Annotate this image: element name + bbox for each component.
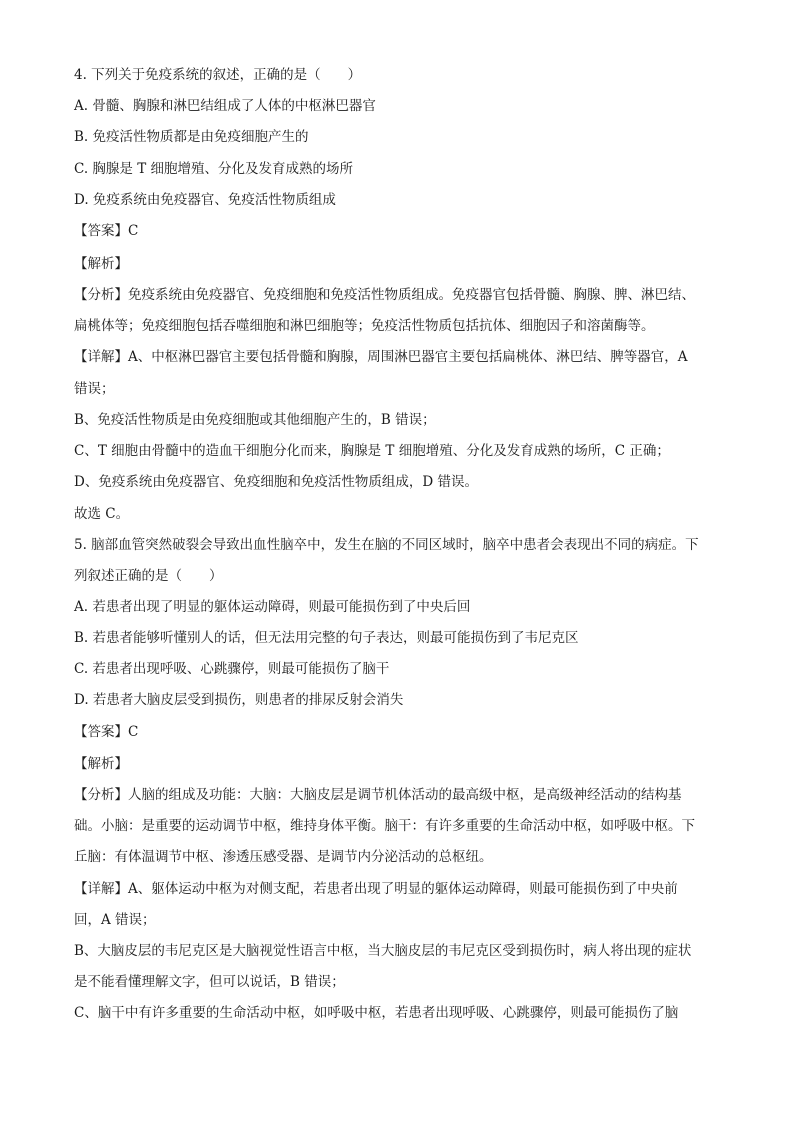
- question-4-detail-line-4: C、T 细胞由骨髓中的造血干细胞分化而来，胸腺是 T 细胞增殖、分化及发育成熟的场所，C 正确；: [74, 443, 670, 459]
- question-5-detail-line-3: B、大脑皮层的韦尼克区是大脑视觉性语言中枢，当大脑皮层的韦尼克区受到损伤时，病人将出现的症状: [74, 943, 692, 959]
- question-5-option-b: B. 若患者能够听懂别人的话，但无法用完整的句子表达，则最可能损伤到了韦尼克区: [74, 630, 579, 646]
- question-5-detail-line-4: 是不能看懂理解文字，但可以说话，B 错误；: [74, 974, 345, 990]
- question-4-jiexi-heading: 【解析】: [74, 256, 128, 272]
- question-4-detail-line-2: 错误；: [74, 381, 115, 397]
- question-5-analysis-line-3: 丘脑：有体温调节中枢、渗透压感受器、是调节内分泌活动的总枢纽。: [74, 849, 493, 865]
- question-5-option-a: A. 若患者出现了明显的躯体运动障碍，则最可能损伤到了中央后回: [74, 599, 471, 615]
- question-5-jiexi-heading: 【解析】: [74, 756, 128, 772]
- question-5-option-c: C. 若患者出现呼吸、心跳骤停，则最可能损伤了脑干: [74, 661, 390, 677]
- question-4-conclusion: 故选 C。: [74, 506, 130, 522]
- question-5-stem-line-1: 5. 脑部血管突然破裂会导致出血性脑卒中，发生在脑的不同区域时，脑卒中患者会表现出不同的病症。下: [74, 537, 699, 553]
- question-5-option-d: D. 若患者大脑皮层受到损伤，则患者的排尿反射会消失: [74, 692, 404, 708]
- question-5-analysis-line-1: 【分析】人脑的组成及功能：大脑：大脑皮层是调节机体活动的最高级中枢，是高级神经活动的结构基: [74, 787, 682, 803]
- question-5-answer: 【答案】C: [74, 724, 139, 740]
- question-5-detail-line-2: 回，A 错误；: [74, 912, 156, 928]
- question-4-analysis-line-1: 【分析】免疫系统由免疫器官、免疫细胞和免疫活性物质组成。免疫器官包括骨髓、胸腺、脾、淋巴结、: [74, 287, 695, 303]
- question-4-answer: 【答案】C: [74, 223, 139, 239]
- question-5-analysis-line-2: 础。小脑：是重要的运动调节中枢，维持身体平衡。脑干：有许多重要的生命活动中枢，如呼吸中枢。下: [74, 818, 695, 834]
- question-5-detail-line-5: C、脑干中有许多重要的生命活动中枢，如呼吸中枢，若患者出现呼吸、心跳骤停，则最可能损伤了脑: [74, 1005, 679, 1021]
- question-5-stem-line-2: 列叙述正确的是（ ）: [74, 568, 223, 584]
- question-4-detail-line-3: B、免疫活性物质是由免疫细胞或其他细胞产生的，B 错误；: [74, 412, 436, 428]
- question-4-option-a: A. 骨髓、胸腺和淋巴结组成了人体的中枢淋巴器官: [74, 98, 376, 114]
- question-4-option-d: D. 免疫系统由免疫器官、免疫活性物质组成: [74, 192, 336, 208]
- question-4-detail-line-1: 【详解】A、中枢淋巴器官主要包括骨髓和胸腺，周围淋巴器官主要包括扁桃体、淋巴结、脾等器官，A: [74, 349, 688, 365]
- question-4-detail-line-5: D、免疫系统由免疫器官、免疫细胞和免疫活性物质组成，D 错误。: [74, 474, 478, 490]
- question-4-stem: 4. 下列关于免疫系统的叙述，正确的是（ ）: [74, 67, 362, 83]
- question-4-analysis-line-2: 扁桃体等；免疫细胞包括吞噬细胞和淋巴细胞等；免疫活性物质包括抗体、细胞因子和溶菌酶等。: [74, 318, 655, 334]
- question-5-detail-line-1: 【详解】A、躯体运动中枢为对侧支配，若患者出现了明显的躯体运动障碍，则最可能损伤到了中央前: [74, 881, 678, 897]
- question-4-option-b: B. 免疫活性物质都是由免疫细胞产生的: [74, 129, 309, 145]
- question-4-option-c: C. 胸腺是 T 细胞增殖、分化及发育成熟的场所: [74, 161, 354, 177]
